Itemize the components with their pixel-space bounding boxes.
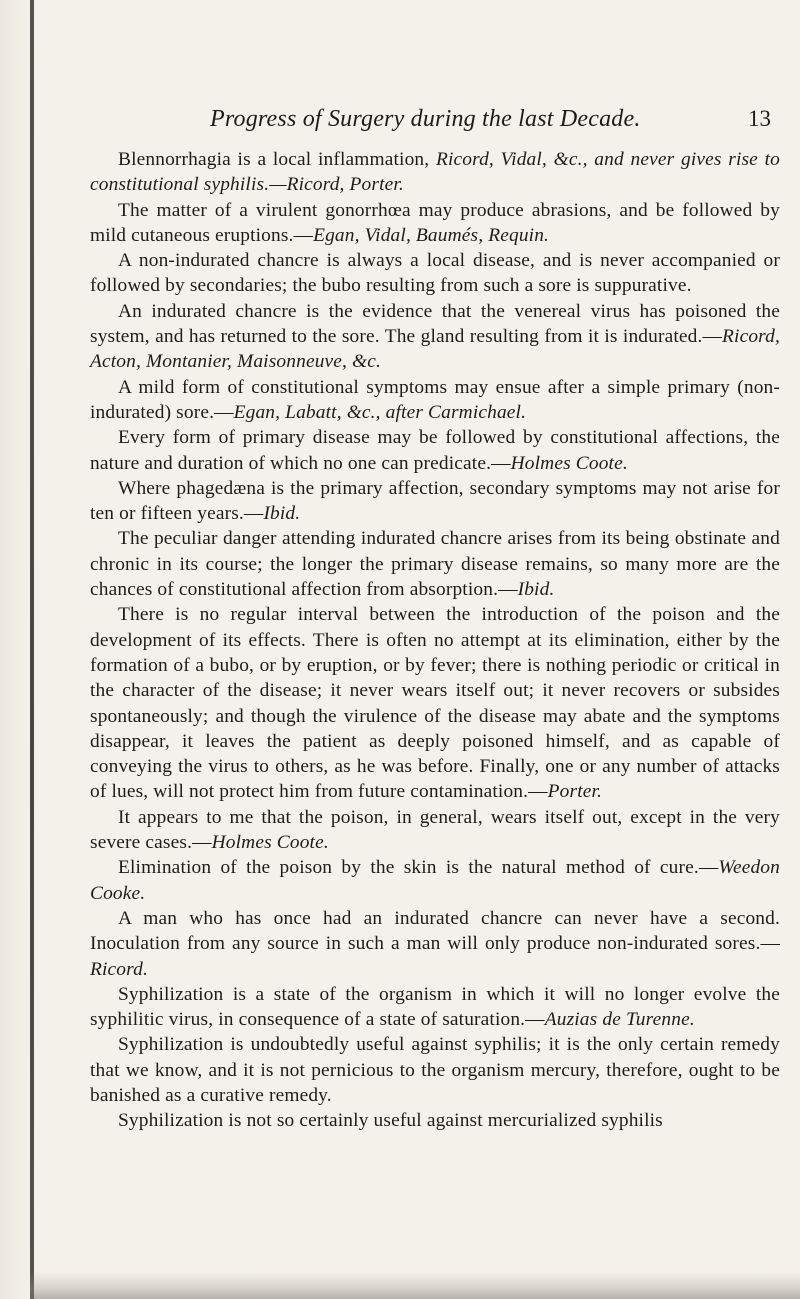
paragraph: It appears to me that the poison, in general, wears itself out, except in the very severe cases.—Holmes Coote. [90,806,780,854]
book-spine-edge [30,0,34,1299]
paragraph: Blennorrhagia is a local inflammation, Ricord, Vidal, &c., and never gives rise to constitutional syphilis.—Ricord, Porter. [90,149,780,196]
paragraph: The matter of a virulent gonorrhœa may produce abrasions, and be followed by mild cutaneous eruptions.—Egan, Vidal, Baumés, Requin. [90,199,780,246]
paragraph: There is no regular interval between the introduction of the poison and the development of its effects. There is often no attempt at its elimination, either by the formation of a bubo, or by eruption, or by fever; there is nothing periodic or critical in the character of the disease; it never wears itself out; it never recovers or subsides spontaneously; and though the virulence of the disease may abate and the symptoms disappear, it leaves the patient as deeply poisoned himself, and as capable of conveying the virus to others, as he was before. Finally, one or any number of attacks of lues, will not protect him from future contamination.—Porter. [90,604,780,803]
page-number: 13 [748,106,771,131]
paragraph: Every form of primary disease may be followed by constitutional affections, the nature and duration of which no one can predicate.—Holmes Coote. [90,427,780,474]
citation: Ibid. [517,579,555,601]
citation: Holmes Coote. [211,832,329,854]
paragraph: Where phagedæna is the primary affection, secondary symptoms may not arise for ten or fifteen years.—Ibid. [90,477,780,525]
citation: Auzias de Turenne. [544,1009,695,1031]
page-bottom-shadow [30,1272,800,1299]
citation: Ricord. [90,958,148,980]
citation: Egan, Labatt, &c., after Carmichael. [233,401,527,423]
citation: Weedon Cooke. [90,857,780,904]
page-binding [0,0,40,1299]
citation: Holmes Coote. [510,452,628,474]
paragraph: A non-indurated chancre is always a local disease, and is never accompanied or followed by secondaries; the bubo resulting from such a sore is suppurative. [90,250,780,297]
citation: Ibid. [263,503,301,525]
citation: Egan, Vidal, Baumés, Requin. [313,224,550,246]
page-header [90,106,780,138]
paragraph: Elimination of the poison by the skin is the natural method of cure.—Weedon Cooke. [90,857,780,904]
citation: Ricord, Vidal, &c., and never gives rise to constitutional syphilis.—Ricord, Porter. [90,149,780,196]
paragraph: Syphilization is a state of the organism in which it will no longer evolve the syphilitic virus, in consequence of a state of saturation.—Auzias de Turenne. [90,983,780,1031]
body-text [90,147,780,1134]
citation: Porter. [547,781,603,803]
paragraph: An indurated chancre is the evidence that the venereal virus has poisoned the system, and has returned to the sore. The gland resulting from it is indurated.—Ricord, Acton, Montanier, Maisonneuve, &c. [90,300,780,373]
paragraph: Syphilization is not so certainly useful against mercurialized syphilis [118,1110,663,1132]
paragraph: A mild form of constitutional symptoms may ensue after a simple primary (non-indurated) sore.—Egan, Labatt, &c., after Carmichael. [90,376,780,423]
paragraph: Syphilization is undoubtedly useful against syphilis; it is the only certain remedy that we know, and it is not pernicious to the organism mercury, therefore, ought to be banished as a curative remedy. [90,1034,780,1106]
paragraph: A man who has once had an indurated chancre can never have a second. Inoculation from any source in such a man will only produce non-indurated sores.—Ricord. [90,907,780,980]
paragraph: The peculiar danger attending indurated chancre arises from its being obstinate and chronic in its course; the longer the primary disease remains, so many more are the chances of constitutional affection from absorption.—Ibid. [90,528,780,601]
running-title: Progress of Surgery during the last Decade. [210,106,641,132]
citation: Ricord, Acton, Montanier, Maisonneuve, &c. [90,326,780,373]
